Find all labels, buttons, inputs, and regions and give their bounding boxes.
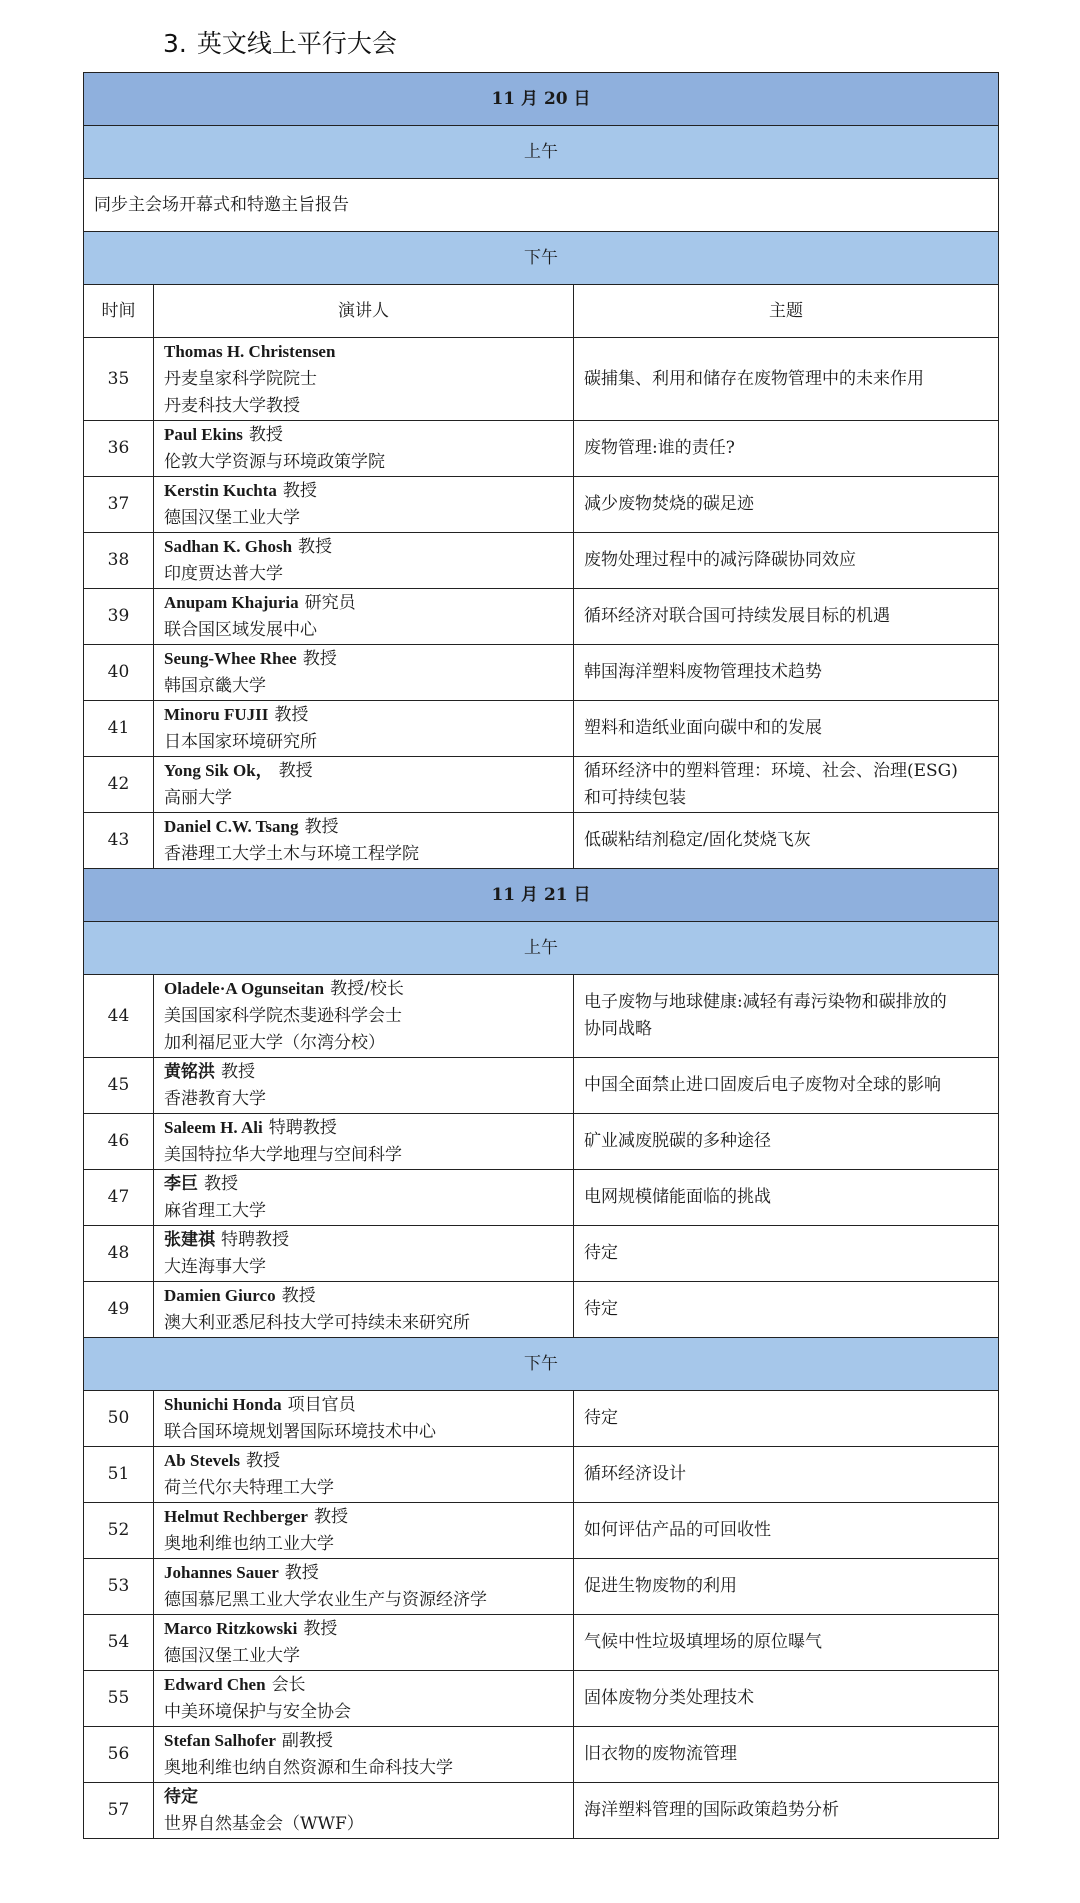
speaker-title: 教授	[278, 761, 313, 781]
topic-line: 韩国海洋塑料废物管理技术趋势	[584, 662, 822, 682]
topic-line: 如何评估产品的可回收性	[584, 1520, 771, 1540]
speaker-name: Daniel C.W. Tsang	[164, 817, 299, 836]
speaker-title: 教授	[298, 537, 333, 557]
speaker-name: 待定	[164, 1787, 198, 1806]
table-row	[84, 813, 999, 869]
session-label: 上午	[84, 922, 999, 975]
speaker-line	[164, 1226, 563, 1254]
speaker-cell	[154, 1114, 574, 1170]
speaker-cell	[154, 1170, 574, 1226]
speaker-affiliation: 荷兰代尔夫特理工大学	[164, 1478, 334, 1498]
column-header-row	[84, 285, 999, 338]
speaker-cell	[154, 589, 574, 645]
speaker-cell	[154, 645, 574, 701]
column-header-time: 时间	[84, 285, 154, 338]
speaker-line	[164, 1282, 563, 1310]
topic-cell	[574, 813, 999, 869]
speaker-affiliation: 伦敦大学资源与环境政策学院	[164, 452, 385, 472]
speaker-line	[164, 975, 563, 1003]
speaker-title: 特聘教授	[268, 1118, 337, 1138]
day-header-row	[84, 73, 999, 126]
table-row	[84, 533, 999, 589]
speaker-name: 李巨	[164, 1174, 198, 1193]
speaker-line	[164, 701, 563, 729]
speaker-line	[164, 1559, 563, 1587]
topic-cell	[574, 1226, 999, 1282]
speaker-title: 项目官员	[287, 1395, 356, 1415]
topic-cell	[574, 477, 999, 533]
talk-number: 39	[84, 589, 154, 645]
speaker-line	[164, 645, 563, 673]
talk-number: 49	[84, 1282, 154, 1338]
talk-number: 56	[84, 1727, 154, 1783]
table-row	[84, 1783, 999, 1839]
talk-number: 38	[84, 533, 154, 589]
speaker-name: Johannes Sauer	[164, 1563, 279, 1582]
speaker-affiliation: 德国汉堡工业大学	[164, 1646, 300, 1666]
speaker-cell	[154, 1783, 574, 1839]
talk-number: 40	[84, 645, 154, 701]
speaker-title: 教授	[281, 1286, 316, 1306]
speaker-name: Shunichi Honda	[164, 1395, 282, 1414]
speaker-name: Kerstin Kuchta	[164, 481, 277, 500]
speaker-line	[164, 1391, 563, 1419]
topic-line: 低碳粘结剂稳定/固化焚烧飞灰	[584, 830, 811, 850]
talk-number: 51	[84, 1447, 154, 1503]
speaker-affiliation: 联合国区域发展中心	[164, 620, 317, 640]
speaker-line	[164, 1170, 563, 1198]
topic-line: 电网规模储能面临的挑战	[584, 1187, 771, 1207]
speaker-cell	[154, 533, 574, 589]
speaker-cell	[154, 1671, 574, 1727]
speaker-affiliation: 加利福尼亚大学（尔湾分校）	[164, 1033, 385, 1053]
talk-number: 54	[84, 1615, 154, 1671]
speaker-affiliation: 日本国家环境研究所	[164, 732, 317, 752]
topic-line: 海洋塑料管理的国际政策趋势分析	[584, 1800, 839, 1820]
topic-cell	[574, 1503, 999, 1559]
topic-cell	[574, 1058, 999, 1114]
topic-line: 废物管理:谁的责任?	[584, 438, 735, 458]
speaker-line	[164, 589, 563, 617]
talk-number: 46	[84, 1114, 154, 1170]
talk-number: 45	[84, 1058, 154, 1114]
speaker-name: Anupam Khajuria	[164, 593, 299, 612]
speaker-cell	[154, 1559, 574, 1615]
speaker-affiliation: 奥地利维也纳工业大学	[164, 1534, 334, 1554]
day-date: 11 月 21 日	[84, 869, 999, 922]
section-title: 英文线上平行大会	[196, 29, 397, 58]
topic-line: 和可持续包装	[584, 787, 686, 808]
topic-cell	[574, 757, 999, 813]
topic-cell	[574, 589, 999, 645]
speaker-title: 特聘教授	[221, 1230, 289, 1250]
speaker-affiliation: 澳大利亚悉尼科技大学可持续未来研究所	[164, 1313, 470, 1333]
speaker-line	[164, 1671, 563, 1699]
session-label: 下午	[84, 232, 999, 285]
speaker-affiliation: 香港理工大学土木与环境工程学院	[164, 844, 419, 864]
section-number: 3.	[163, 29, 187, 58]
topic-cell	[574, 533, 999, 589]
session-header-row	[84, 232, 999, 285]
speaker-line	[164, 477, 563, 505]
speaker-name: Thomas H. Christensen	[164, 342, 336, 361]
topic-cell	[574, 1447, 999, 1503]
topic-line: 协同战略	[584, 1019, 652, 1039]
topic-line: 旧衣物的废物流管理	[584, 1744, 737, 1764]
session-label: 上午	[84, 126, 999, 179]
speaker-cell	[154, 338, 574, 421]
topic-line: 循环经济中的塑料管理：环境、社会、治理(ESG)	[584, 760, 958, 781]
session-header-row	[84, 922, 999, 975]
topic-line: 固体废物分类处理技术	[584, 1688, 754, 1708]
topic-line: 待定	[584, 1299, 618, 1319]
speaker-title: 教授	[204, 1174, 238, 1194]
note-row	[84, 179, 999, 232]
speaker-line	[164, 757, 563, 785]
topic-cell	[574, 1170, 999, 1226]
section-heading	[163, 24, 397, 60]
topic-line: 循环经济设计	[584, 1464, 686, 1484]
topic-cell	[574, 645, 999, 701]
speaker-name: Paul Ekins	[164, 425, 243, 444]
speaker-line	[164, 1114, 563, 1142]
day-date: 11 月 20 日	[84, 73, 999, 126]
table-row	[84, 477, 999, 533]
table-row	[84, 1671, 999, 1727]
topic-line: 循环经济对联合国可持续发展目标的机遇	[584, 606, 890, 626]
speaker-line	[164, 1503, 563, 1531]
speaker-line	[164, 1058, 563, 1086]
speaker-affiliation: 高丽大学	[164, 788, 232, 808]
speaker-affiliation: 美国特拉华大学地理与空间科学	[164, 1145, 402, 1165]
speaker-name: Sadhan K. Ghosh	[164, 537, 293, 556]
speaker-cell	[154, 1391, 574, 1447]
speaker-title: 教授	[303, 1619, 338, 1639]
speaker-cell	[154, 757, 574, 813]
table-row	[84, 1559, 999, 1615]
topic-line: 矿业减废脱碳的多种途径	[584, 1131, 771, 1151]
speaker-line	[164, 1727, 563, 1755]
topic-line: 减少废物焚烧的碳足迹	[584, 494, 754, 514]
speaker-cell	[154, 1503, 574, 1559]
talk-number: 55	[84, 1671, 154, 1727]
speaker-affiliation: 印度贾达普大学	[164, 564, 283, 584]
topic-cell	[574, 1615, 999, 1671]
speaker-title: 会长	[271, 1675, 306, 1695]
topic-cell	[574, 1114, 999, 1170]
day-header-row	[84, 869, 999, 922]
topic-line: 待定	[584, 1408, 618, 1428]
speaker-line	[164, 421, 563, 449]
topic-line: 待定	[584, 1243, 618, 1263]
column-header-topic: 主题	[574, 285, 999, 338]
table-row	[84, 1503, 999, 1559]
table-row	[84, 757, 999, 813]
table-row	[84, 1114, 999, 1170]
speaker-line	[164, 1783, 563, 1811]
topic-cell	[574, 1783, 999, 1839]
speaker-cell	[154, 477, 574, 533]
speaker-cell	[154, 701, 574, 757]
topic-line: 中国全面禁止进口固废后电子废物对全球的影响	[584, 1075, 941, 1095]
talk-number: 36	[84, 421, 154, 477]
speaker-affiliation: 丹麦科技大学教授	[164, 396, 300, 416]
table-row	[84, 1170, 999, 1226]
speaker-title: 教授	[304, 817, 339, 837]
topic-line: 促进生物废物的利用	[584, 1576, 737, 1596]
speaker-affiliation: 联合国环境规划署国际环境技术中心	[164, 1422, 436, 1442]
talk-number: 35	[84, 338, 154, 421]
talk-number: 52	[84, 1503, 154, 1559]
speaker-affiliation: 香港教育大学	[164, 1089, 266, 1109]
speaker-line	[164, 813, 563, 841]
speaker-title: 研究员	[304, 593, 356, 613]
speaker-affiliation: 德国汉堡工业大学	[164, 508, 300, 528]
speaker-cell	[154, 1282, 574, 1338]
speaker-line	[164, 1615, 563, 1643]
topic-line: 塑料和造纸业面向碳中和的发展	[584, 718, 822, 738]
speaker-title: 教授	[246, 1451, 281, 1471]
speaker-cell	[154, 813, 574, 869]
speaker-name: Saleem H. Ali	[164, 1118, 263, 1137]
speaker-line	[164, 533, 563, 561]
table-row	[84, 1226, 999, 1282]
topic-cell	[574, 1282, 999, 1338]
speaker-name: Stefan Salhofer	[164, 1731, 276, 1750]
table-row	[84, 701, 999, 757]
speaker-cell	[154, 1727, 574, 1783]
speaker-title: 教授	[302, 649, 337, 669]
talk-number: 42	[84, 757, 154, 813]
table-row	[84, 1282, 999, 1338]
speaker-cell	[154, 421, 574, 477]
table-row	[84, 1058, 999, 1114]
speaker-affiliation: 中美环境保护与安全协会	[164, 1702, 351, 1722]
topic-line: 废物处理过程中的减污降碳协同效应	[584, 550, 856, 570]
schedule-body	[84, 73, 999, 1839]
speaker-name: Seung-Whee Rhee	[164, 649, 297, 668]
speaker-line	[164, 1447, 563, 1475]
talk-number: 41	[84, 701, 154, 757]
topic-cell	[574, 1559, 999, 1615]
table-row	[84, 1727, 999, 1783]
speaker-title: 教授	[282, 481, 317, 501]
topic-line: 气候中性垃圾填埋场的原位曝气	[584, 1632, 822, 1652]
speaker-name: Marco Ritzkowski	[164, 1619, 298, 1638]
session-label: 下午	[84, 1338, 999, 1391]
column-header-speaker: 演讲人	[154, 285, 574, 338]
speaker-cell	[154, 1447, 574, 1503]
opening-note: 同步主会场开幕式和特邀主旨报告	[84, 179, 999, 232]
speaker-cell	[154, 1058, 574, 1114]
table-row	[84, 589, 999, 645]
session-header-row	[84, 1338, 999, 1391]
speaker-title: 副教授	[281, 1731, 333, 1751]
talk-number: 53	[84, 1559, 154, 1615]
talk-number: 43	[84, 813, 154, 869]
speaker-cell	[154, 1226, 574, 1282]
topic-line: 电子废物与地球健康:减轻有毒污染物和碳排放的	[584, 992, 947, 1012]
speaker-name: Helmut Rechberger	[164, 1507, 308, 1526]
speaker-cell	[154, 975, 574, 1058]
speaker-affiliation: 丹麦皇家科学院院士	[164, 369, 317, 389]
topic-cell	[574, 421, 999, 477]
speaker-name: Damien Giurco	[164, 1286, 276, 1305]
topic-line: 碳捕集、利用和储存在废物管理中的未来作用	[584, 368, 924, 389]
talk-number: 37	[84, 477, 154, 533]
topic-cell	[574, 1727, 999, 1783]
speaker-name: Yong Sik Ok，	[164, 761, 273, 780]
speaker-name: Minoru FUJII	[164, 705, 269, 724]
session-header-row	[84, 126, 999, 179]
speaker-cell	[154, 1615, 574, 1671]
speaker-affiliation: 麻省理工大学	[164, 1201, 266, 1221]
talk-number: 57	[84, 1783, 154, 1839]
talk-number: 48	[84, 1226, 154, 1282]
speaker-title: 教授	[274, 705, 309, 725]
speaker-title: 教授/校长	[330, 979, 404, 999]
table-row	[84, 1615, 999, 1671]
speaker-affiliation: 奥地利维也纳自然资源和生命科技大学	[164, 1758, 453, 1778]
table-row	[84, 1391, 999, 1447]
speaker-affiliation: 德国慕尼黑工业大学农业生产与资源经济学	[164, 1590, 487, 1610]
speaker-line	[164, 338, 563, 366]
topic-cell	[574, 1391, 999, 1447]
topic-cell	[574, 338, 999, 421]
topic-cell	[574, 1671, 999, 1727]
speaker-title: 教授	[313, 1507, 348, 1527]
speaker-affiliation: 世界自然基金会（WWF）	[164, 1814, 364, 1834]
table-row	[84, 338, 999, 421]
schedule-table	[83, 72, 999, 1839]
speaker-name: 张建祺	[164, 1230, 215, 1249]
table-row	[84, 1447, 999, 1503]
talk-number: 50	[84, 1391, 154, 1447]
topic-cell	[574, 975, 999, 1058]
speaker-title: 教授	[248, 425, 283, 445]
table-row	[84, 645, 999, 701]
speaker-name: Oladele·A Ogunseitan	[164, 979, 325, 998]
speaker-title: 教授	[284, 1563, 319, 1583]
speaker-affiliation: 韩国京畿大学	[164, 676, 266, 696]
talk-number: 47	[84, 1170, 154, 1226]
table-row	[84, 975, 999, 1058]
topic-cell	[574, 701, 999, 757]
speaker-title: 教授	[221, 1062, 255, 1082]
talk-number: 44	[84, 975, 154, 1058]
speaker-name: 黄铭洪	[164, 1062, 215, 1081]
speaker-affiliation: 美国国家科学院杰斐逊科学会士	[164, 1006, 402, 1026]
speaker-name: Ab Stevels	[164, 1451, 241, 1470]
speaker-affiliation: 大连海事大学	[164, 1257, 266, 1277]
speaker-name: Edward Chen	[164, 1675, 266, 1694]
table-row	[84, 421, 999, 477]
